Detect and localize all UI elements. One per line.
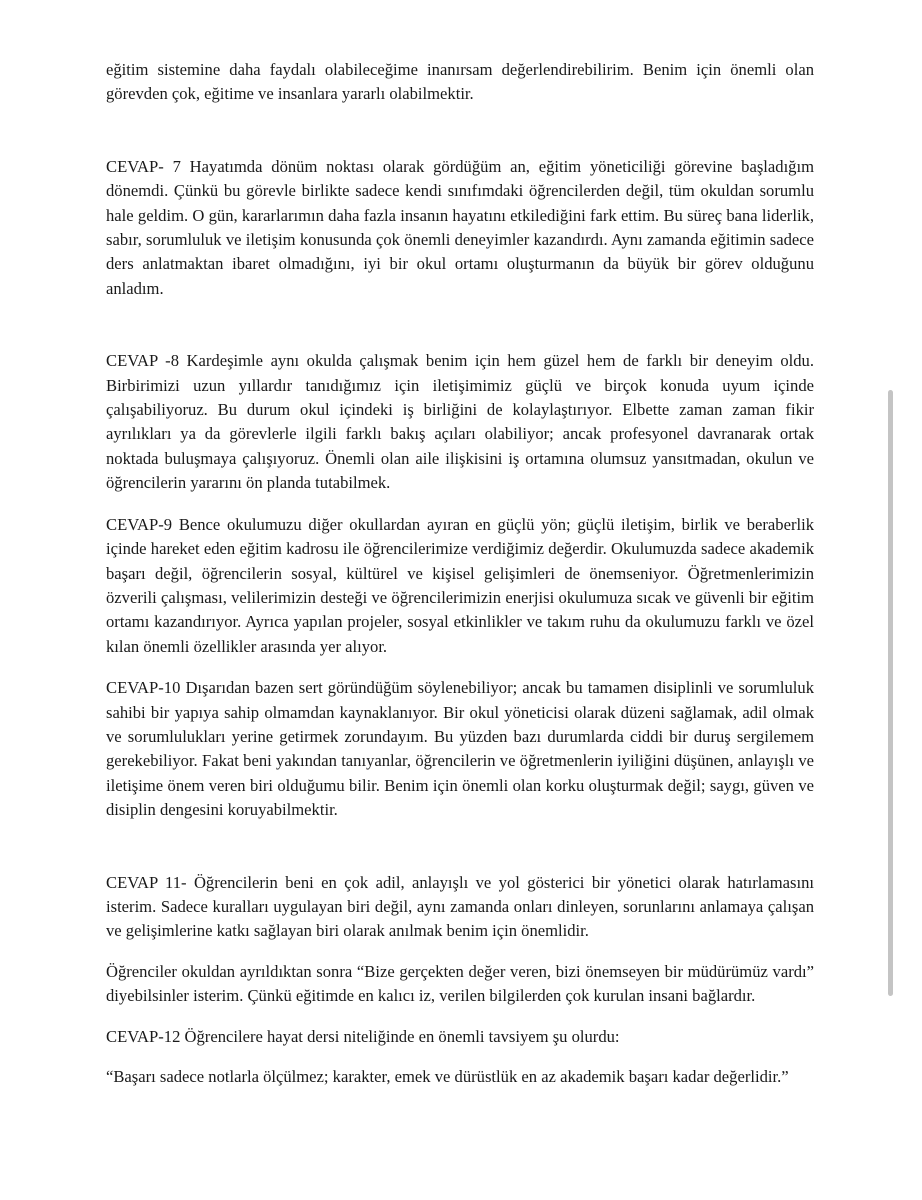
paragraph-answer-12-quote: “Başarı sadece notlarla ölçülmez; karakter, emek ve dürüstlük en az akademik başarı kadar değerlidir.” — [106, 1067, 789, 1086]
paragraph-answer-9: CEVAP-9 Bence okulumuzu diğer okullardan ayıran en güçlü yön; güçlü iletişim, birlik ve beraberlik içinde hareket eden eğitim kadrosu ile öğrencilerimize verdiğimiz değerdir. Okulumuzda sadece akademik başarı değil, öğrencilerin sosyal, kültürel ve kişisel gelişimleri de önemseniyor. Öğretmenlerimizin özverili çalışması, velilerimizin desteği ve öğrencilerimizin enerjisi okulumuza sıcak ve güvenli bir eğitim ortamı kazandırıyor. Ayrıca yapılan projeler, sosyal etkinlikler ve takım ruhu da okulumuzu farklı ve özel kılan önemli özellikler arasında yer alıyor. — [106, 514, 814, 656]
paragraph-answer-7: CEVAP- 7 Hayatımda dönüm noktası olarak gördüğüm an, eğitim yöneticiliği görevine başladığım dönemdi. Çünkü bu görevle birlikte sadece kendi sınıfımdaki öğrencilerden değil, tüm okuldan sorumlu hale geldim. O gün, kararlarımın daha fazla insanın hayatını etkilediğini fark ettim. Bu süreç bana liderlik, sabır, sorumluluk ve iletişim konusunda çok önemli deneyimler kazandırdı. Aynı zamanda eğitimin sadece ders anlatmaktan ibaret olmadığını, iyi bir okul ortamı oluşturmanın da büyük bir görev olduğunu anladım. — [106, 156, 814, 298]
paragraph-answer-8: CEVAP -8 Kardeşimle aynı okulda çalışmak benim için hem güzel hem de farklı bir deneyim oldu. Birbirimizi uzun yıllardır tanıdığımız için iletişimimiz güçlü ve birçok konuda uyum içinde çalışabiliyoruz. Bu durum okul içindeki iş birliğini de kolaylaştırıyor. Elbette zaman zaman fikir ayrılıkları ya da görevlerle ilgili farklı bakış açıları olabiliyor; ancak profesyonel davranarak ortak noktada buluşmaya çalışıyoruz. Önemli olan aile ilişkisini iş ortamına olumsuz yansıtmadan, okulun ve öğrencilerin yararını ön planda tutabilmek. — [106, 351, 814, 493]
paragraph-answer-10: CEVAP-10 Dışarıdan bazen sert göründüğüm söylenebiliyor; ancak bu tamamen disiplinli ve sorumluluk sahibi bir yapıya sahip olmamdan kaynaklanıyor. Bir okul yöneticisi olarak düzeni sağlamak, adil olmak ve sorumlulukları yerine getirmek zorundayım. Bu yüzden bazı durumlarda ciddi bir duruş sergilemem gerekebiliyor. Fakat beni yakından tanıyanlar, öğrencilerin ve öğretmenlerin iyiliğini düşünen, anlayışlı ve iletişime önem veren biri olduğumu bilir. Benim için önemli olan korku oluşturmak değil; saygı, güven ve disiplin dengesini koruyabilmektir. — [106, 678, 814, 820]
paragraph-answer-11: CEVAP 11- Öğrencilerin beni en çok adil, anlayışlı ve yol gösterici bir yönetici olarak hatırlamasını isterim. Sadece kuralları uygulayan biri değil, aynı zamanda onları dinleyen, sorunlarını anlamaya çalışan ve gelişimlerine katkı sağlayan biri olarak anılmak benim için önemlidir. — [106, 872, 814, 941]
paragraph-intro: eğitim sistemine daha faydalı olabileceğime inanırsam değerlendirebilirim. Benim için önemli olan görevden çok, eğitime ve insanlara yararlı olabilmektir. — [106, 60, 814, 104]
paragraph-answer-12: CEVAP-12 Öğrencilere hayat dersi niteliğinde en önemli tavsiyem şu olurdu: — [106, 1026, 620, 1046]
vertical-scrollbar[interactable] — [888, 390, 893, 996]
document-page — [106, 58, 814, 1089]
paragraph-answer-11-continued: Öğrenciler okuldan ayrıldıktan sonra “Bize gerçekten değer veren, bizi önemseyen bir müdürümüz vardı” diyebilsinler isterim. Çünkü eğitimde en kalıcı iz, verilen bilgilerden çok kurulan insani bağlardır. — [106, 961, 814, 1006]
